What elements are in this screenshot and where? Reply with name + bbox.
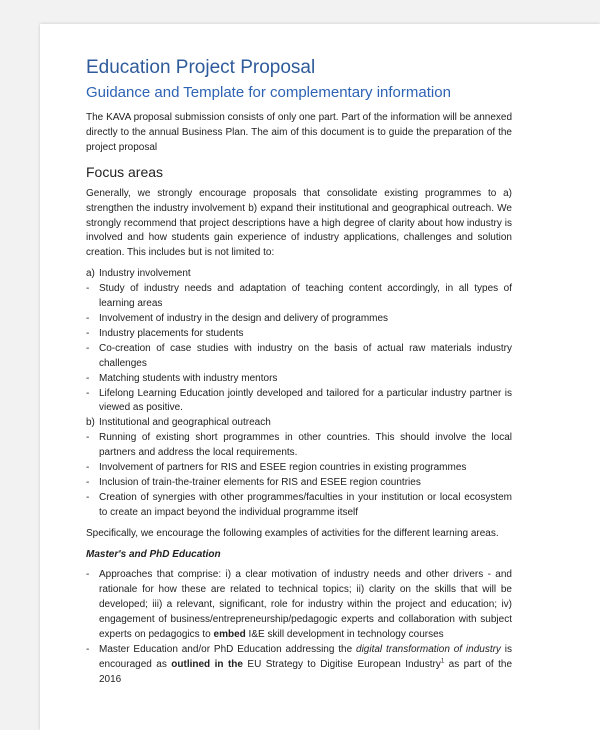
group-a-header — [86, 267, 512, 282]
list-item: - Creation of synergies with other programmes/faculties in your institution or local ecosystem to create an impact beyond the individual programme itself — [86, 491, 512, 518]
list-item: - Study of industry needs and adaptation of teaching content accordingly, in all types of learning areas — [86, 283, 512, 310]
group-b-label: Institutional and geographical outreach — [99, 417, 271, 429]
group-a-list — [86, 267, 512, 520]
list-item: - Running of existing short programmes in other countries. This should involve the local partners and address the local requirements. — [86, 432, 512, 459]
group-b-header — [86, 416, 512, 431]
focus-areas-heading: Focus areas — [86, 163, 164, 180]
footnote-ref: 1 — [440, 658, 445, 665]
list-item: - Involvement of partners for RIS and ESEE region countries in existing programmes — [86, 462, 467, 474]
group-a-marker: a) — [86, 268, 95, 280]
activities-paragraph: Specifically, we encourage the following examples of activities for the different learning areas. — [86, 527, 499, 539]
focus-paragraph: Generally, we strongly encourage proposals that consolidate existing programmes to a) strengthen the industry involvement b) expand their institutional and geographical outreach. We strongly recommend that project descriptions have a high degree of clarity about how industry is involved and how students gain experience of industry applications, challenges and solution creation. This includes but is not limited to: — [86, 187, 512, 259]
group-b-marker: b) — [86, 417, 95, 429]
document-title: Education Project Proposal — [86, 57, 316, 78]
masters-heading: Master's and PhD Education — [86, 548, 221, 560]
document-subtitle: Guidance and Template for complementary information — [86, 84, 451, 101]
list-item: - Matching students with industry mentors — [86, 372, 278, 384]
list-item: - Involvement of industry in the design and delivery of programmes — [86, 312, 389, 324]
list-item: - Approaches that comprise: i) a clear motivation of industry needs and other drivers - and rationale for how these are related to technical topics; ii) clarity on the skills that will be developed; iii) a relevant, significant, role for industry within the project and education; iv) engagement of business/entrepreneurship/pedagogic experts and collaboration with subject experts on pedagogics to embed I&E skill development in technology courses — [86, 569, 512, 641]
list-item: - Lifelong Learning Education jointly developed and tailored for a particular industry partner is viewed as positive. — [86, 387, 512, 414]
list-item: - Co-creation of case studies with industry on the basis of actual raw materials industry challenges — [86, 342, 512, 369]
intro-paragraph: The KAVA proposal submission consists of only one part. Part of the information will be annexed directly to the annual Business Plan. The aim of this document is to guide the preparation of the project proposal — [86, 112, 512, 153]
document-content — [86, 56, 512, 688]
list-item: - Industry placements for students — [86, 327, 244, 339]
list-item: - Master Education and/or PhD Education addressing the digital transformation of industry is encouraged as outlined in the EU Strategy to Digitise European Industry$^1$ as part of the 2016 — [86, 644, 513, 685]
list-item: - Inclusion of train-the-trainer elements for RIS and ESEE region countries — [86, 476, 421, 488]
masters-list — [86, 568, 512, 687]
group-a-label: Industry involvement — [99, 268, 191, 280]
document-page — [40, 24, 600, 730]
